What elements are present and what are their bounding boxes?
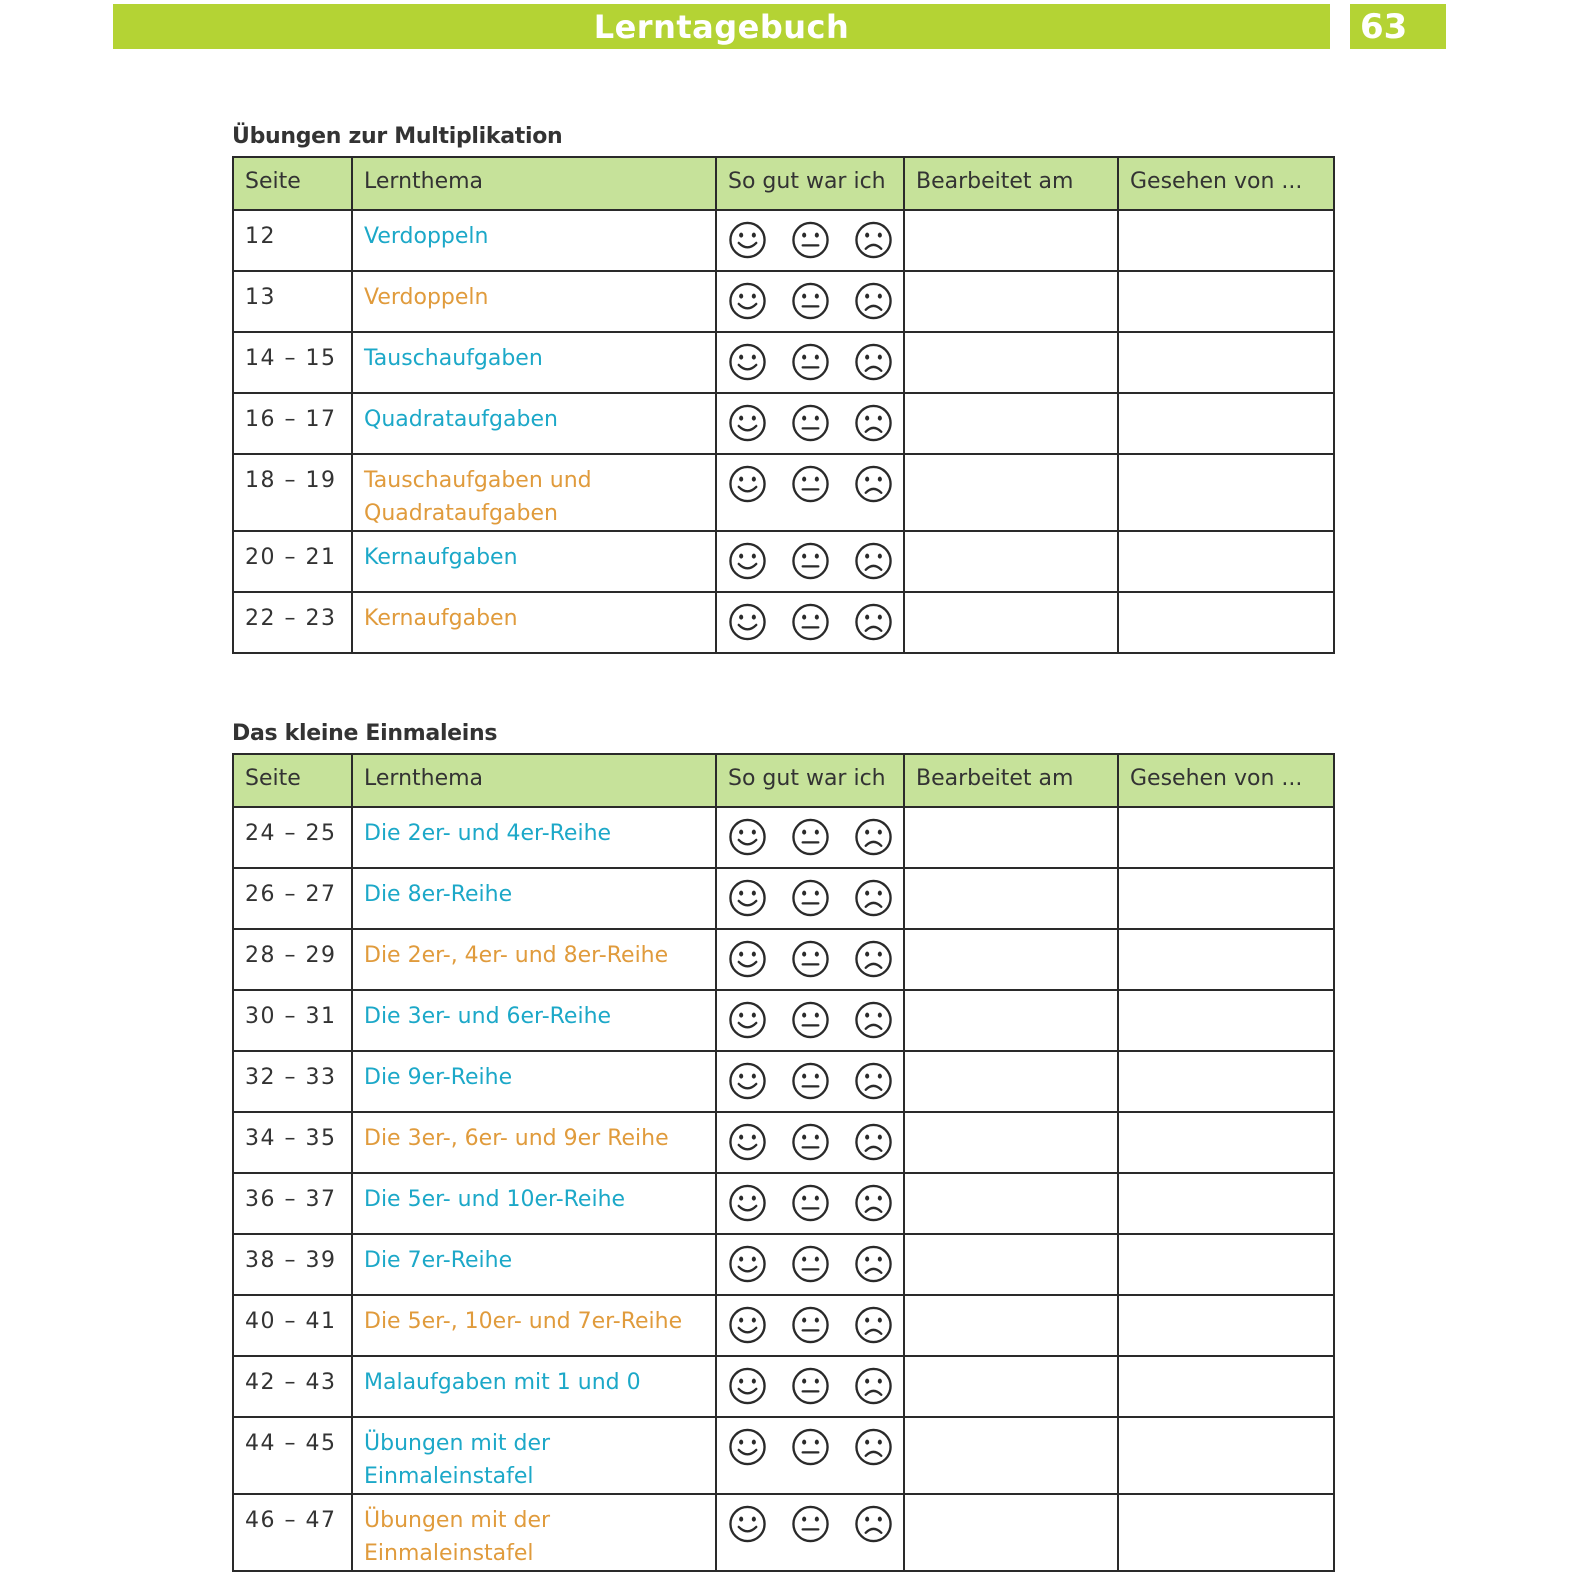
lernthema-cell: Kernaufgaben <box>352 531 716 592</box>
lernthema-cell: Tauschaufgaben <box>352 332 716 393</box>
bearbeitet-am-cell[interactable] <box>904 1494 1118 1571</box>
rating-faces <box>728 1183 893 1223</box>
smiley-sad-icon[interactable] <box>854 281 893 321</box>
rating-faces <box>728 878 893 918</box>
table-row <box>233 393 1334 454</box>
lernthema-cell: Die 5er- und 10er-Reihe <box>352 1173 716 1234</box>
learning-log-table <box>232 753 1335 1572</box>
table-row <box>233 271 1334 332</box>
rating-cell <box>716 929 904 990</box>
lernthema-cell: Tauschaufgaben und Quadrataufgaben <box>352 454 716 531</box>
table-row <box>233 531 1334 592</box>
smiley-happy-icon[interactable] <box>728 1183 767 1223</box>
gesehen-von-cell[interactable] <box>1118 531 1334 592</box>
lernthema-cell: Verdoppeln <box>352 271 716 332</box>
smiley-happy-icon[interactable] <box>728 817 767 857</box>
smiley-neutral-icon[interactable] <box>791 602 830 642</box>
smiley-sad-icon[interactable] <box>854 1000 893 1040</box>
column-header-gesehen-von: Gesehen von ... <box>1118 157 1334 210</box>
rating-faces <box>728 403 893 443</box>
smiley-sad-icon[interactable] <box>854 878 893 918</box>
smiley-happy-icon[interactable] <box>728 220 767 260</box>
bearbeitet-am-cell[interactable] <box>904 868 1118 929</box>
table-row <box>233 1295 1334 1356</box>
rating-faces <box>728 1504 893 1544</box>
rating-cell <box>716 1051 904 1112</box>
smiley-sad-icon[interactable] <box>854 464 893 504</box>
seite-cell: 22 – 23 <box>233 592 352 653</box>
page-number: 63 <box>1350 4 1446 49</box>
bearbeitet-am-cell[interactable] <box>904 1356 1118 1417</box>
smiley-neutral-icon[interactable] <box>791 1504 830 1544</box>
bearbeitet-am-cell[interactable] <box>904 271 1118 332</box>
smiley-happy-icon[interactable] <box>728 1000 767 1040</box>
gesehen-von-cell[interactable] <box>1118 1295 1334 1356</box>
gesehen-von-cell[interactable] <box>1118 393 1334 454</box>
rating-cell <box>716 210 904 271</box>
smiley-neutral-icon[interactable] <box>791 1000 830 1040</box>
rating-cell <box>716 592 904 653</box>
rating-faces <box>728 220 893 260</box>
seite-cell: 28 – 29 <box>233 929 352 990</box>
smiley-neutral-icon[interactable] <box>791 1305 830 1345</box>
rating-faces <box>728 1000 893 1040</box>
smiley-sad-icon[interactable] <box>854 1122 893 1162</box>
seite-cell: 38 – 39 <box>233 1234 352 1295</box>
rating-faces <box>728 939 893 979</box>
smiley-happy-icon[interactable] <box>728 1427 767 1467</box>
smiley-neutral-icon[interactable] <box>791 403 830 443</box>
lernthema-cell: Die 3er- und 6er-Reihe <box>352 990 716 1051</box>
smiley-sad-icon[interactable] <box>854 1305 893 1345</box>
seite-cell: 44 – 45 <box>233 1417 352 1494</box>
rating-faces <box>728 1244 893 1284</box>
rating-cell <box>716 1173 904 1234</box>
smiley-neutral-icon[interactable] <box>791 220 830 260</box>
table-row <box>233 1356 1334 1417</box>
smiley-sad-icon[interactable] <box>854 1244 893 1284</box>
bearbeitet-am-cell[interactable] <box>904 531 1118 592</box>
bearbeitet-am-cell[interactable] <box>904 1173 1118 1234</box>
rating-cell <box>716 332 904 393</box>
rating-faces <box>728 1061 893 1101</box>
gesehen-von-cell[interactable] <box>1118 1173 1334 1234</box>
rating-cell <box>716 1494 904 1571</box>
gesehen-von-cell[interactable] <box>1118 1112 1334 1173</box>
bearbeitet-am-cell[interactable] <box>904 1051 1118 1112</box>
column-header-lernthema: Lernthema <box>352 157 716 210</box>
rating-cell <box>716 1295 904 1356</box>
smiley-sad-icon[interactable] <box>854 1427 893 1467</box>
column-header-lernthema: Lernthema <box>352 754 716 807</box>
rating-faces <box>728 1427 893 1467</box>
rating-faces <box>728 1305 893 1345</box>
table-row <box>233 1234 1334 1295</box>
smiley-happy-icon[interactable] <box>728 939 767 979</box>
learning-log-table <box>232 156 1335 654</box>
lernthema-cell: Die 7er-Reihe <box>352 1234 716 1295</box>
smiley-neutral-icon[interactable] <box>791 1061 830 1101</box>
bearbeitet-am-cell[interactable] <box>904 1112 1118 1173</box>
gesehen-von-cell[interactable] <box>1118 1494 1334 1571</box>
smiley-neutral-icon[interactable] <box>791 1244 830 1284</box>
section-title: Das kleine Einmaleins <box>232 721 498 746</box>
gesehen-von-cell[interactable] <box>1118 1356 1334 1417</box>
rating-faces <box>728 464 893 504</box>
rating-cell <box>716 1356 904 1417</box>
bearbeitet-am-cell[interactable] <box>904 393 1118 454</box>
section-title: Übungen zur Multiplikation <box>232 124 563 149</box>
rating-cell <box>716 393 904 454</box>
lernthema-cell: Die 2er- und 4er-Reihe <box>352 807 716 868</box>
seite-cell: 32 – 33 <box>233 1051 352 1112</box>
bearbeitet-am-cell[interactable] <box>904 990 1118 1051</box>
smiley-sad-icon[interactable] <box>854 1061 893 1101</box>
lernthema-cell: Übungen mit der Einmaleinstafel <box>352 1417 716 1494</box>
seite-cell: 42 – 43 <box>233 1356 352 1417</box>
smiley-happy-icon[interactable] <box>728 878 767 918</box>
lernthema-cell: Übungen mit der Einmaleinstafel <box>352 1494 716 1571</box>
rating-faces <box>728 817 893 857</box>
smiley-neutral-icon[interactable] <box>791 817 830 857</box>
bearbeitet-am-cell[interactable] <box>904 1234 1118 1295</box>
rating-cell <box>716 271 904 332</box>
table-row <box>233 1417 1334 1494</box>
table-row <box>233 210 1334 271</box>
smiley-neutral-icon[interactable] <box>791 1366 830 1406</box>
smiley-neutral-icon[interactable] <box>791 1427 830 1467</box>
smiley-happy-icon[interactable] <box>728 1504 767 1544</box>
table-row <box>233 807 1334 868</box>
seite-cell: 12 <box>233 210 352 271</box>
lernthema-cell: Die 5er-, 10er- und 7er-Reihe <box>352 1295 716 1356</box>
smiley-happy-icon[interactable] <box>728 1366 767 1406</box>
rating-faces <box>728 602 893 642</box>
table-row <box>233 1494 1334 1571</box>
smiley-neutral-icon[interactable] <box>791 1122 830 1162</box>
smiley-happy-icon[interactable] <box>728 464 767 504</box>
smiley-sad-icon[interactable] <box>854 1183 893 1223</box>
lernthema-cell: Die 3er-, 6er- und 9er Reihe <box>352 1112 716 1173</box>
gesehen-von-cell[interactable] <box>1118 210 1334 271</box>
rating-cell <box>716 454 904 531</box>
gesehen-von-cell[interactable] <box>1118 807 1334 868</box>
table-row <box>233 332 1334 393</box>
lernthema-cell: Verdoppeln <box>352 210 716 271</box>
gesehen-von-cell[interactable] <box>1118 271 1334 332</box>
column-header-bearbeitet-am: Bearbeitet am <box>904 157 1118 210</box>
smiley-neutral-icon[interactable] <box>791 878 830 918</box>
bearbeitet-am-cell[interactable] <box>904 807 1118 868</box>
table-row <box>233 454 1334 531</box>
lernthema-cell: Die 8er-Reihe <box>352 868 716 929</box>
seite-cell: 14 – 15 <box>233 332 352 393</box>
smiley-neutral-icon[interactable] <box>791 281 830 321</box>
rating-faces <box>728 1122 893 1162</box>
column-header-bearbeitet-am: Bearbeitet am <box>904 754 1118 807</box>
seite-cell: 26 – 27 <box>233 868 352 929</box>
smiley-sad-icon[interactable] <box>854 220 893 260</box>
seite-cell: 20 – 21 <box>233 531 352 592</box>
gesehen-von-cell[interactable] <box>1118 592 1334 653</box>
bearbeitet-am-cell[interactable] <box>904 1295 1118 1356</box>
lernthema-cell: Die 2er-, 4er- und 8er-Reihe <box>352 929 716 990</box>
lernthema-cell: Die 9er-Reihe <box>352 1051 716 1112</box>
smiley-neutral-icon[interactable] <box>791 464 830 504</box>
smiley-sad-icon[interactable] <box>854 342 893 382</box>
lernthema-cell: Kernaufgaben <box>352 592 716 653</box>
table-row <box>233 592 1334 653</box>
column-header-seite: Seite <box>233 157 352 210</box>
gesehen-von-cell[interactable] <box>1118 332 1334 393</box>
column-header-gesehen-von: Gesehen von ... <box>1118 754 1334 807</box>
bearbeitet-am-cell[interactable] <box>904 332 1118 393</box>
column-header-so-gut-war-ich: So gut war ich <box>716 157 904 210</box>
page-title: Lerntagebuch <box>593 7 850 46</box>
table-row <box>233 868 1334 929</box>
smiley-happy-icon[interactable] <box>728 1244 767 1284</box>
seite-cell: 18 – 19 <box>233 454 352 531</box>
bearbeitet-am-cell[interactable] <box>904 929 1118 990</box>
bearbeitet-am-cell[interactable] <box>904 1417 1118 1494</box>
seite-cell: 16 – 17 <box>233 393 352 454</box>
rating-faces <box>728 541 893 581</box>
smiley-happy-icon[interactable] <box>728 403 767 443</box>
gesehen-von-cell[interactable] <box>1118 1234 1334 1295</box>
smiley-sad-icon[interactable] <box>854 1504 893 1544</box>
smiley-happy-icon[interactable] <box>728 281 767 321</box>
smiley-happy-icon[interactable] <box>728 1122 767 1162</box>
rating-cell <box>716 990 904 1051</box>
rating-cell <box>716 1417 904 1494</box>
smiley-sad-icon[interactable] <box>854 1366 893 1406</box>
rating-cell <box>716 531 904 592</box>
rating-cell <box>716 1112 904 1173</box>
bearbeitet-am-cell[interactable] <box>904 592 1118 653</box>
table-row <box>233 990 1334 1051</box>
rating-faces <box>728 342 893 382</box>
seite-cell: 24 – 25 <box>233 807 352 868</box>
rating-faces <box>728 281 893 321</box>
smiley-neutral-icon[interactable] <box>791 939 830 979</box>
smiley-happy-icon[interactable] <box>728 342 767 382</box>
table-row <box>233 1112 1334 1173</box>
smiley-sad-icon[interactable] <box>854 602 893 642</box>
smiley-sad-icon[interactable] <box>854 403 893 443</box>
lernthema-cell: Malaufgaben mit 1 und 0 <box>352 1356 716 1417</box>
rating-cell <box>716 1234 904 1295</box>
smiley-sad-icon[interactable] <box>854 817 893 857</box>
gesehen-von-cell[interactable] <box>1118 1417 1334 1494</box>
rating-cell <box>716 807 904 868</box>
gesehen-von-cell[interactable] <box>1118 868 1334 929</box>
gesehen-von-cell[interactable] <box>1118 1051 1334 1112</box>
smiley-happy-icon[interactable] <box>728 602 767 642</box>
rating-cell <box>716 868 904 929</box>
bearbeitet-am-cell[interactable] <box>904 454 1118 531</box>
smiley-neutral-icon[interactable] <box>791 541 830 581</box>
smiley-happy-icon[interactable] <box>728 541 767 581</box>
table-row <box>233 1173 1334 1234</box>
seite-cell: 46 – 47 <box>233 1494 352 1571</box>
header-bar <box>113 4 1330 49</box>
gesehen-von-cell[interactable] <box>1118 929 1334 990</box>
smiley-happy-icon[interactable] <box>728 1305 767 1345</box>
smiley-sad-icon[interactable] <box>854 939 893 979</box>
seite-cell: 40 – 41 <box>233 1295 352 1356</box>
seite-cell: 34 – 35 <box>233 1112 352 1173</box>
rating-faces <box>728 1366 893 1406</box>
table-header-row <box>233 157 1334 210</box>
seite-cell: 13 <box>233 271 352 332</box>
gesehen-von-cell[interactable] <box>1118 454 1334 531</box>
table-header-row <box>233 754 1334 807</box>
column-header-seite: Seite <box>233 754 352 807</box>
table-row <box>233 1051 1334 1112</box>
smiley-happy-icon[interactable] <box>728 1061 767 1101</box>
smiley-neutral-icon[interactable] <box>791 342 830 382</box>
bearbeitet-am-cell[interactable] <box>904 210 1118 271</box>
smiley-neutral-icon[interactable] <box>791 1183 830 1223</box>
seite-cell: 36 – 37 <box>233 1173 352 1234</box>
smiley-sad-icon[interactable] <box>854 541 893 581</box>
gesehen-von-cell[interactable] <box>1118 990 1334 1051</box>
table-row <box>233 929 1334 990</box>
seite-cell: 30 – 31 <box>233 990 352 1051</box>
column-header-so-gut-war-ich: So gut war ich <box>716 754 904 807</box>
lernthema-cell: Quadrataufgaben <box>352 393 716 454</box>
